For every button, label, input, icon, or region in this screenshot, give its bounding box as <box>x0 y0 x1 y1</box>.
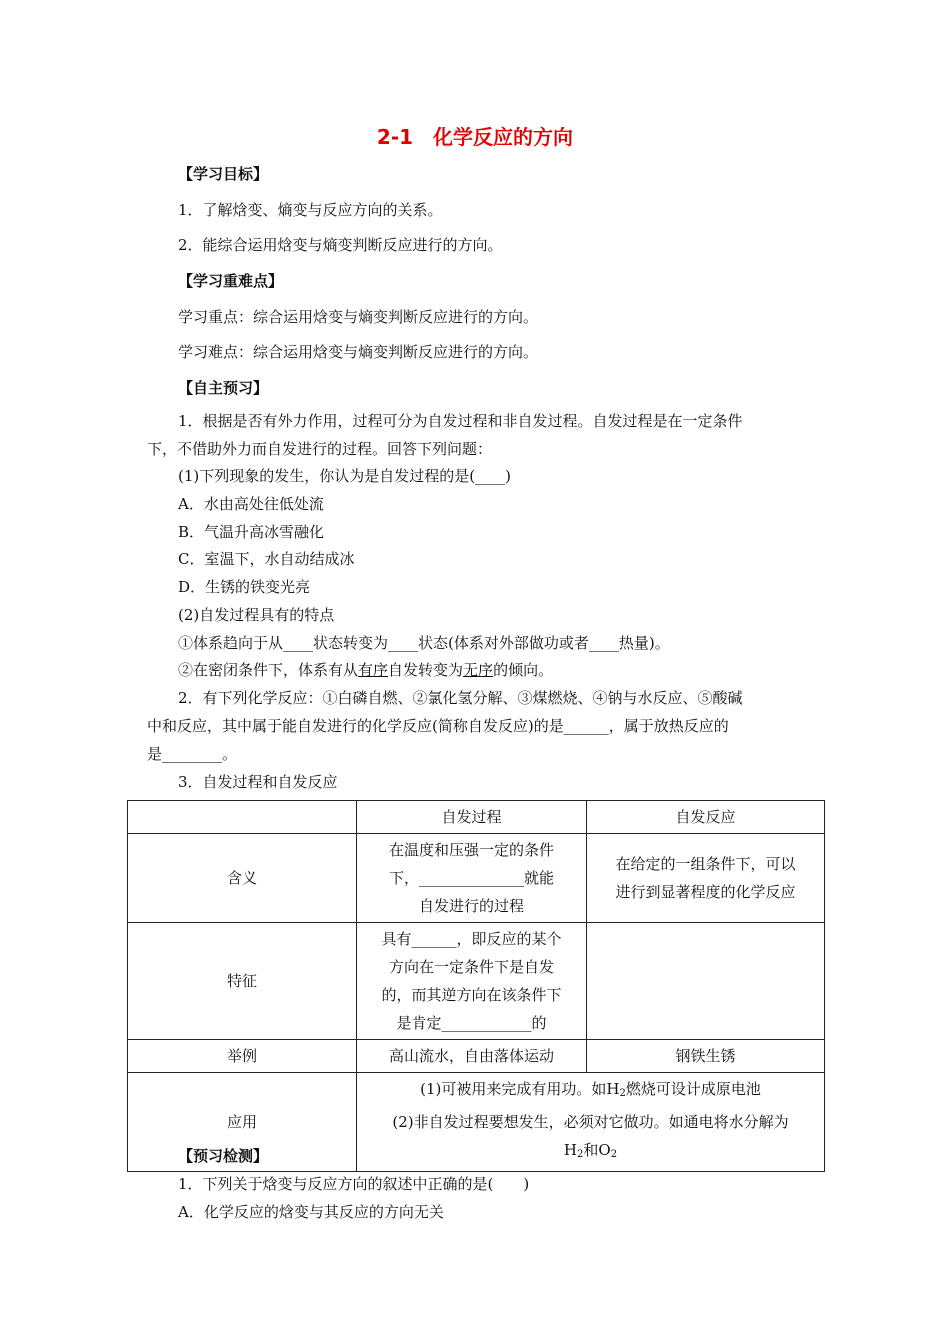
question-line: (1)下列现象的发生，你认为是自发过程的是(____) <box>178 467 511 485</box>
keypoint-item: 学习重点：综合运用焓变与熵变判断反应进行的方向。 <box>178 308 539 326</box>
table-cell: 钢铁生锈 <box>587 1040 825 1073</box>
characteristic-line: ①体系趋向于从____状态转变为____状态(体系对外部做功或者____热量)。 <box>178 634 670 652</box>
paragraph-line: 下，不借助外力而自发进行的过程。回答下列问题： <box>147 440 493 458</box>
table-row <box>128 923 825 1040</box>
section-heading-check: 【预习检测】 <box>178 1147 269 1165</box>
row-label-application: 应用 <box>128 1073 357 1172</box>
option-c: C．室温下，水自动结成冰 <box>178 550 355 568</box>
page-title: 2-1 化学反应的方向 <box>376 125 574 149</box>
paragraph-line: 1．根据是否有外力作用，过程可分为自发过程和非自发过程。自发过程是在一定条件 <box>178 412 743 430</box>
comparison-table <box>127 800 825 1172</box>
section-heading-objectives: 【学习目标】 <box>178 165 269 183</box>
option-b: B．气温升高冰雪融化 <box>178 523 325 541</box>
row-label-meaning: 含义 <box>128 834 357 923</box>
table-cell-empty <box>587 923 825 1040</box>
objective-item: 2．能综合运用焓变与熵变判断反应进行的方向。 <box>178 236 503 254</box>
table-header-cell <box>128 801 357 834</box>
question-line: (2)自发过程具有的特点 <box>178 606 335 624</box>
table-row <box>128 801 825 834</box>
table-cell: 在温度和压强一定的条件 下，______________就能 自发进行的过程 <box>357 834 587 923</box>
row-label-feature: 特征 <box>128 923 357 1040</box>
keypoint-item: 学习难点：综合运用焓变与熵变判断反应进行的方向。 <box>178 343 539 361</box>
paragraph-line: 3．自发过程和自发反应 <box>178 773 338 791</box>
characteristic-line: ②在密闭条件下，体系有从有序自发转变为无序的倾向。 <box>178 661 554 679</box>
table-cell: 在给定的一组条件下，可以 进行到显著程度的化学反应 <box>587 834 825 923</box>
paragraph-line: 是________。 <box>147 745 238 763</box>
table-cell: 高山流水，自由落体运动 <box>357 1040 587 1073</box>
table-row <box>128 834 825 923</box>
option-d: D．生锈的铁变光亮 <box>178 578 311 596</box>
section-heading-keypoints: 【学习重难点】 <box>178 272 284 290</box>
underlined-word: 无序 <box>463 661 494 679</box>
table-header-cell: 自发过程 <box>357 801 587 834</box>
objective-item: 1．了解焓变、熵变与反应方向的关系。 <box>178 201 443 219</box>
row-label-example: 举例 <box>128 1040 357 1073</box>
table-row <box>128 1040 825 1073</box>
underlined-word: 有序 <box>358 661 389 679</box>
table-cell-application: (1)可被用来完成有用功。如$H_2$燃烧可设计成原电池 (2)非自发过程要想发生，必须对它做功。如通电将水分解为 $H_2$和$O_2$ <box>357 1073 825 1172</box>
section-heading-preview: 【自主预习】 <box>178 379 269 397</box>
table-cell: 具有______，即反应的某个 方向在一定条件下是自发 的，而其逆方向在该条件下 是肯定____________的 <box>357 923 587 1040</box>
option-a: A．化学反应的焓变与其反应的方向无关 <box>178 1203 444 1221</box>
paragraph-line: 2．有下列化学反应：①白磷自燃、②氯化氢分解、③煤燃烧、④钠与水反应、⑤酸碱 <box>178 689 743 707</box>
question-line: 1．下列关于焓变与反应方向的叙述中正确的是( ) <box>178 1175 530 1193</box>
paragraph-line: 中和反应，其中属于能自发进行的化学反应(简称自发反应)的是______，属于放热反应的 <box>147 717 729 735</box>
table-header-cell: 自发反应 <box>587 801 825 834</box>
option-a: A．水由高处往低处流 <box>178 495 324 513</box>
